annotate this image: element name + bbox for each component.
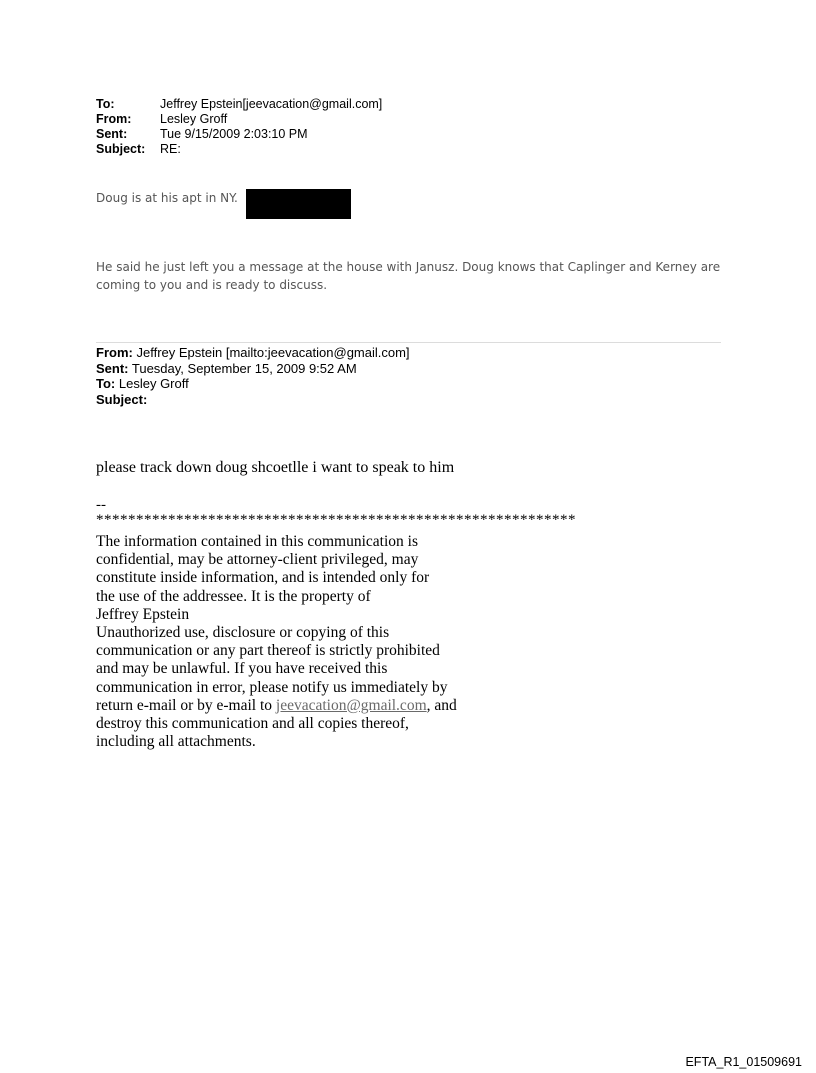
disclaimer-line: destroy this communication and all copies thereof,: [96, 715, 409, 733]
reply-line-1: [96, 191, 253, 205]
quoted-sent-row: [96, 361, 410, 377]
from-row: [96, 112, 382, 127]
to-row: [96, 97, 382, 112]
original-message-body: please track down doug shcoetlle i want to speak to him: [96, 459, 455, 476]
quoted-sent-value: Tuesday, September 15, 2009 9:52 AM: [131, 360, 357, 376]
quoted-from-row: [96, 345, 410, 361]
quoted-to-label: To:: [96, 376, 116, 391]
disclaimer-line: Jeffrey Epstein: [96, 605, 190, 623]
signature-dash: --: [96, 497, 106, 513]
signature-stars: ************************************************************: [96, 512, 576, 528]
to-value: Jeffrey Epstein[jeevacation@gmail.com]: [160, 97, 383, 111]
disclaimer-line-post: , and: [426, 696, 457, 714]
disclaimer-line: the use of the addressee. It is the property of: [96, 587, 371, 605]
confidentiality-disclaimer: [96, 533, 516, 751]
sent-label: Sent:: [96, 127, 128, 141]
disclaimer-line-pre: return e-mail or by e-mail to: [96, 696, 276, 714]
disclaimer-line: communication or any part thereof is strictly prohibited: [96, 642, 440, 660]
reply-paragraph-2: [96, 258, 736, 294]
disclaimer-line: The information contained in this communication is: [96, 533, 418, 550]
disclaimer-line: Unauthorized use, disclosure or copying of this: [96, 624, 390, 642]
disclaimer-line: including all attachments.: [96, 733, 256, 751]
quoted-to-value: Lesley Groff: [118, 376, 189, 391]
quote-divider: [96, 342, 721, 343]
document-id: EFTA_R1_01509691: [685, 1055, 802, 1069]
redaction-box: [246, 189, 351, 219]
disclaimer-line: and may be unlawful. If you have received this: [96, 660, 388, 678]
from-label: From:: [96, 112, 132, 126]
reply-text-2a: He said he just left you a message at the house with Janusz. Doug knows that Caplinger and Kerney are: [96, 260, 721, 274]
quoted-from-label: From:: [96, 345, 133, 360]
from-value: Lesley Groff: [160, 112, 228, 126]
subject-label: Subject:: [96, 142, 146, 156]
disclaimer-line: constitute inside information, and is intended only for: [96, 569, 430, 587]
to-label: To:: [96, 97, 115, 111]
reply-text-2b: coming to you and is ready to discuss.: [96, 278, 328, 292]
quoted-sent-label: Sent:: [96, 360, 129, 376]
disclaimer-line: communication in error, please notify us immediately by: [96, 678, 448, 696]
reply-text-1: Doug is at his apt in NY.: [96, 191, 238, 205]
sent-row: [96, 127, 382, 142]
quoted-subject-label: Subject:: [96, 391, 148, 407]
quoted-header: [96, 345, 410, 407]
quoted-from-value: Jeffrey Epstein [mailto:jeevacation@gmail.com]: [136, 345, 410, 360]
email-link[interactable]: jeevacation@gmail.com: [275, 696, 427, 714]
disclaimer-line: confidential, may be attorney-client privileged, may: [96, 551, 419, 569]
email-header: [96, 97, 382, 157]
quoted-subject-row: [96, 392, 410, 408]
sent-value: Tue 9/15/2009 2:03:10 PM: [160, 127, 308, 141]
subject-row: [96, 142, 382, 157]
subject-value: RE:: [160, 142, 181, 156]
quoted-to-row: [96, 376, 410, 392]
disclaimer-line-with-link: [96, 697, 516, 715]
